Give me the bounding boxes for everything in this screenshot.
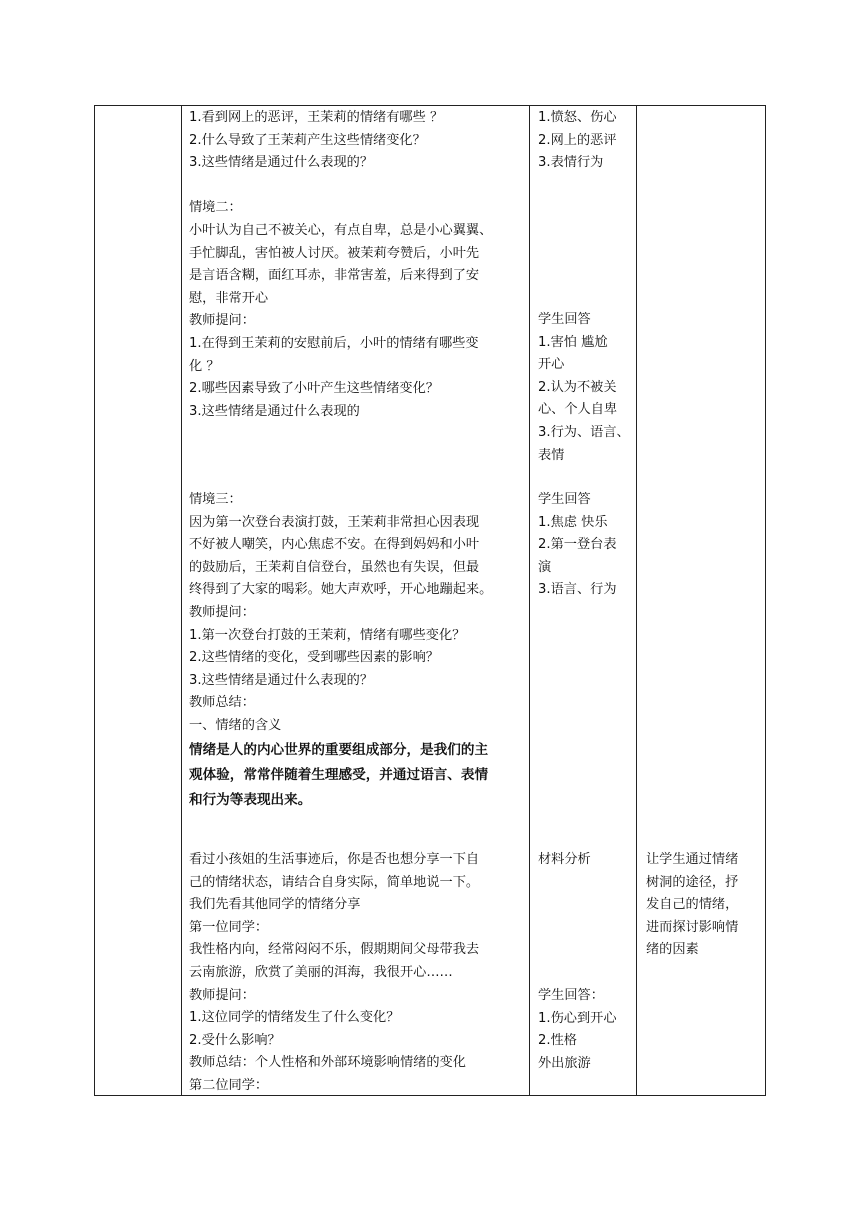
answer-line: 2.认为不被关 [538,379,617,395]
purpose-line: 进而探讨影响情 [646,919,739,935]
share-intro-line: 己的情绪状态，请结合自身实际，简单地说一下。 [189,874,480,890]
share-intro-line: 看过小孩姐的生活事迹后，你是否也想分享一下自 [189,852,480,867]
answer-line: 3.表情行为 [538,155,604,171]
teacher-ask-label: 教师提问： [189,987,255,1003]
answer-line: 2.第一登台表 [538,537,617,553]
share-intro-line: 我们先看其他同学的情绪分享 [189,897,361,913]
answer-line: 开心 [538,357,565,373]
question-line: 3.这些情绪是通过什么表现的？ [189,672,374,688]
answers1-block [538,107,636,175]
student-text-line: 我性格内向，经常闷闷不乐，假期期间父母带我去 [189,942,480,958]
question-line: 1.第一次登台打鼓的王茉莉，情绪有哪些变化？ [189,627,466,643]
student-activity-column [530,106,636,1095]
teacher-summary-label: 教师总结： [189,695,255,711]
answer-line: 心、个人自卑 [538,402,618,418]
section-title: 一、情绪的含义 [189,717,282,733]
teacher-summary-line: 教师总结：个人性格和外部环境影响情绪的变化 [189,1055,466,1071]
stage-column [95,106,181,1095]
situation-text-line: 的鼓励后，王茉莉自信登台，虽然也有失误，但最 [189,559,480,575]
answer-line: 演 [538,559,552,575]
teacher-activity-column [182,106,529,1095]
answers3-block [538,489,636,602]
answer-title: 学生回答： [538,988,604,1003]
student-label: 第一位同学： [189,919,269,935]
situation-text-line: 是言语含糊，面红耳赤，非常害羞，后来得到了安 [189,268,480,284]
answers4-block [538,985,636,1075]
answer-line: 1.愤怒、伤心 [538,110,617,125]
situation-text-line: 慰，非常开心 [189,290,269,306]
situation-text-line: 小叶认为自己不被关心，有点自卑，总是小心翼翼、 [189,222,493,238]
purpose-line: 发自己的情绪， [646,897,739,913]
question-line: 3.这些情绪是通过什么表现的？ [189,155,374,171]
teacher-ask-label: 教师提问： [189,313,255,329]
answer-line: 3.语言、行为 [538,582,617,598]
material-block [538,849,636,872]
share-block [189,849,529,1098]
answer-title: 学生回答 [538,312,591,327]
question-line: 2.哪些因素导致了小叶产生这些情绪变化？ [189,381,439,397]
answer-title: 学生回答 [538,492,591,507]
question-line: 2.受什么影响？ [189,1032,281,1048]
answer-line: 3.行为、语言、 [538,424,630,440]
teacher-ask-label: 教师提问： [189,604,255,620]
question-line: 1.看到网上的恶评，王茉莉的情绪有哪些 ？ [189,110,444,125]
answer-line: 2.性格 [538,1033,577,1049]
situation-text-line: 终得到了大家的喝彩。她大声欢呼，开心地蹦起来。 [189,582,493,598]
purpose-block [646,849,763,962]
answer-line: 1.焦虑 快乐 [538,514,608,530]
purpose-line: 树洞的途径，抒 [646,874,739,890]
design-intent-column [637,106,767,1095]
definition-line: 和行为等表现出来。 [189,791,312,808]
question-line: 1.这位同学的情绪发生了什么变化？ [189,1010,400,1026]
student-label: 第二位同学： [189,1077,269,1093]
definition-line: 情绪是人的内心世界的重要组成部分，是我们的主 [189,741,489,758]
question-line: 化 ？ [189,358,220,374]
answer-line: 1.害怕 尴尬 [538,334,608,350]
student-text-line: 云南旅游，欣赏了美丽的洱海，我很开心…… [189,964,453,980]
situation-title: 情境二： [189,200,242,216]
question-line: 3.这些情绪是通过什么表现的 [189,403,360,419]
question-line: 1.在得到王茉莉的安慰前后，小叶的情绪有哪些变 [189,335,479,351]
lesson-plan-table [94,105,766,1096]
answer-line: 外出旅游 [538,1055,591,1071]
answer-line: 2.网上的恶评 [538,132,617,148]
purpose-line: 绪的因素 [646,942,699,958]
question-line: 2.这些情绪的变化，受到哪些因素的影响？ [189,650,439,666]
material-label: 材料分析 [538,852,591,867]
situation3-block [189,489,529,813]
answer-line: 1.伤心到开心 [538,1010,617,1026]
answer-line: 表情 [538,447,565,463]
situation1-block [189,107,529,423]
answers2-block [538,309,636,467]
definition-line: 观体验，常常伴随着生理感受，并通过语言、表情 [189,766,489,783]
situation-text-line: 手忙脚乱，害怕被人讨厌。被茉莉夸赞后，小叶先 [189,245,480,261]
question-line: 2.什么导致了王茉莉产生这些情绪变化？ [189,132,426,148]
situation-text-line: 因为第一次登台表演打鼓，王茉莉非常担心因表现 [189,514,480,530]
purpose-line: 让学生通过情绪 [646,852,739,867]
situation-text-line: 不好被人嘲笑，内心焦虑不安。在得到妈妈和小叶 [189,537,480,553]
situation-title: 情境三： [189,492,242,507]
